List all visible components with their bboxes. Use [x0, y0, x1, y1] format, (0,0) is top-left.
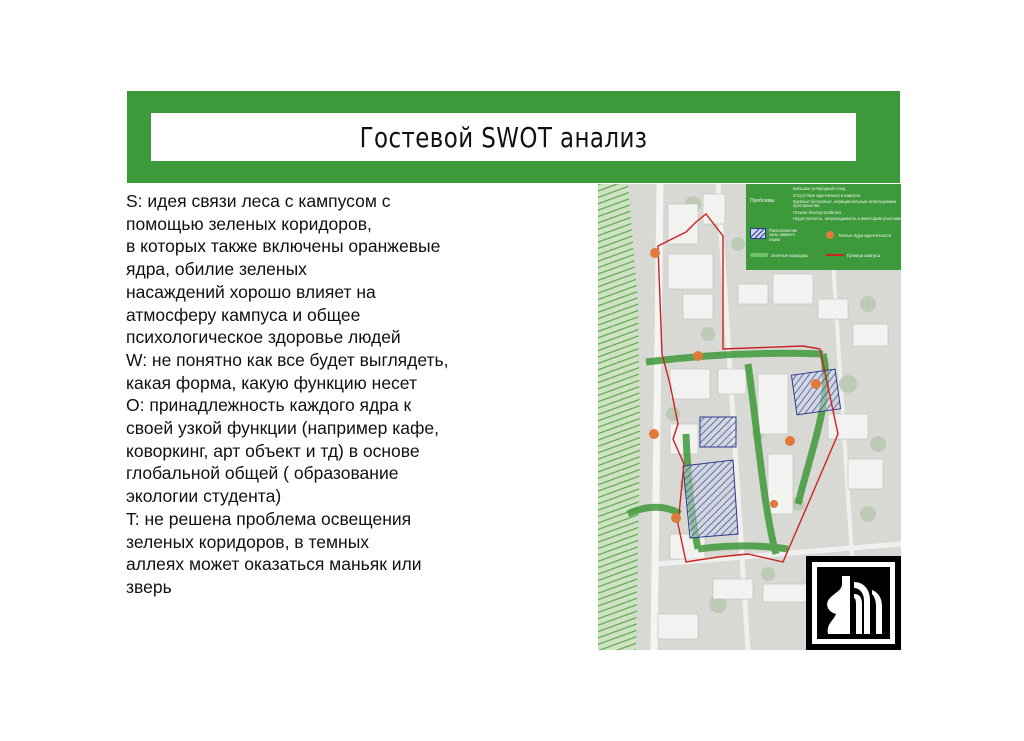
- swot-line: T: не решена проблема освещения: [126, 508, 412, 529]
- swot-line: атмосферу кампуса и общее: [126, 304, 361, 325]
- legend-core-swatch: [826, 231, 834, 239]
- swot-line: экологии студента): [126, 486, 282, 507]
- title-box: [151, 113, 856, 161]
- swot-line: зверь: [126, 576, 172, 597]
- legend-problem-item: Большое углеродный след: [793, 186, 846, 191]
- title-banner: [127, 91, 900, 183]
- legend-problem-item: Отсутствие идентичности кампуса: [793, 193, 861, 198]
- swot-line: глобальной общей ( образование: [126, 463, 399, 484]
- swot-line: O: принадлежность каждого ядра к: [126, 395, 412, 416]
- legend-core-label: Теплые ядра идентичности: [838, 233, 892, 238]
- legend-problem-item: Крупные бесхозные, нерациональные используемые пространства: [793, 199, 897, 209]
- swot-line: ядра, обилие зеленых: [126, 259, 307, 280]
- swot-line: зеленых коридоров, в темных: [126, 531, 370, 552]
- swot-line: W: не понятно как все будет выглядеть,: [126, 349, 449, 370]
- legend-corridor-swatch: [750, 253, 768, 257]
- map-legend: [746, 184, 901, 270]
- swot-line: аллеях может оказаться маньяк или: [126, 554, 422, 575]
- legend-problems-label: Проблемы: [750, 198, 775, 204]
- legend-problem-item: Плохое благоустройство: [793, 210, 841, 215]
- swot-line: какая форма, какую функцию несет: [126, 372, 417, 393]
- swot-line: коворкинг, арт объект и тд) в основе: [126, 440, 420, 461]
- legend-border-swatch: [826, 254, 844, 256]
- winter-park-zone: [683, 460, 738, 538]
- swot-line: своей узкой функции (например кафе,: [126, 418, 439, 439]
- legend-border-label: Граница кампуса: [847, 253, 881, 258]
- legend-hatch-swatch: [750, 228, 766, 239]
- swot-line: S: идея связи леса с кампусом с: [126, 191, 391, 211]
- winter-park-zone: [700, 417, 736, 447]
- forest-area: [598, 184, 640, 650]
- swot-line: в которых также включены оранжевые: [126, 236, 441, 257]
- legend-problem-item: Недоступность, непроходимость к некоторым участкам: [793, 216, 901, 221]
- logo-mark-icon: [806, 556, 901, 650]
- swot-text: [126, 190, 586, 599]
- swot-line: психологическое здоровье людей: [126, 327, 401, 348]
- page-title: Гостевой SWOT анализ: [359, 120, 648, 154]
- legend-corridor-label: Зеленые коридоры: [771, 253, 809, 258]
- legend-zone-label: Расположение зоны зимнего парка: [769, 228, 798, 242]
- swot-line: насаждений хорошо влияет на: [126, 281, 376, 302]
- swot-line: помощью зеленых коридоров,: [126, 213, 372, 234]
- logo: [806, 556, 901, 650]
